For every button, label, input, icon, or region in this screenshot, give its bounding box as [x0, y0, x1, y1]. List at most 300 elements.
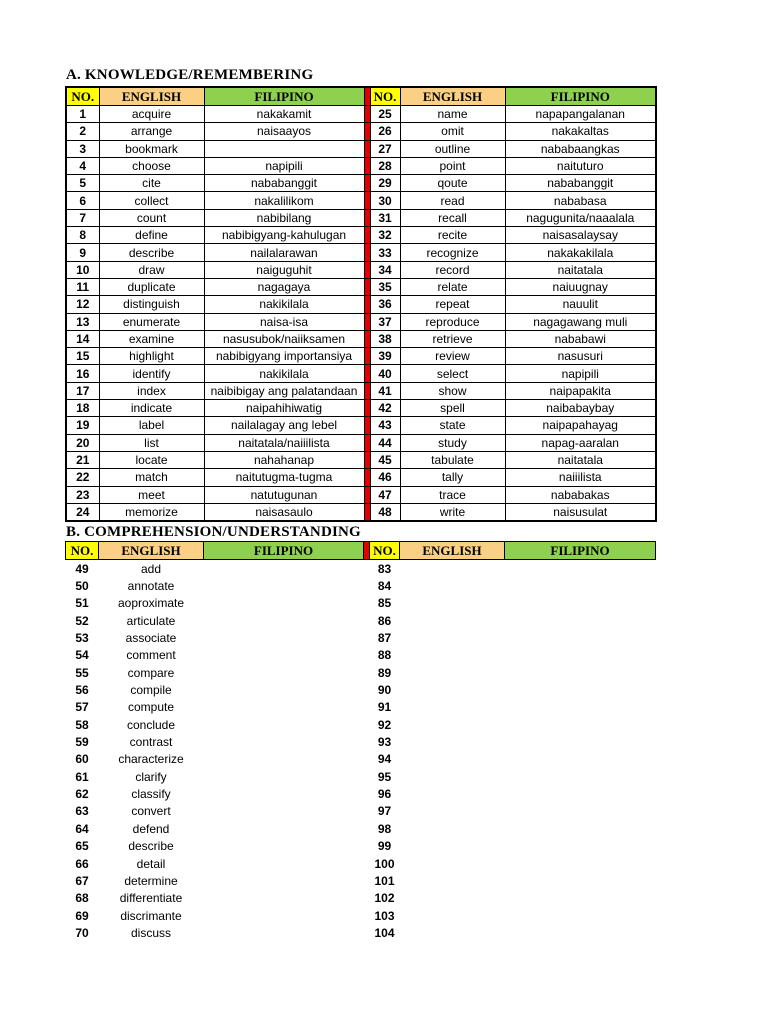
english-term: determine [124, 873, 178, 888]
table-row [66, 451, 656, 468]
english-term [400, 768, 505, 785]
row-number: 16 [66, 365, 99, 382]
english-term: compare [127, 665, 175, 680]
col-header-english-right: ENGLISH [400, 87, 505, 106]
english-term: contrast [129, 735, 173, 750]
table-row [66, 296, 656, 313]
filipino-term: naisasaulo [204, 503, 364, 521]
filipino-term [204, 681, 364, 698]
row-number: 4 [66, 157, 99, 174]
english-term: highlight [99, 348, 204, 365]
table-row [66, 890, 656, 907]
table-row [66, 434, 656, 451]
row-number: 32 [370, 227, 400, 244]
english-term: trace [400, 486, 505, 503]
row-number: 100 [374, 856, 395, 871]
table-row [66, 140, 656, 157]
filipino-term [505, 664, 656, 681]
english-term: classify [131, 787, 171, 802]
table-row [66, 330, 656, 347]
english-term: match [99, 469, 204, 486]
row-number: 96 [377, 787, 392, 802]
row-number: 50 [75, 579, 89, 594]
english-term: qoute [400, 175, 505, 192]
row-number: 46 [370, 469, 400, 486]
filipino-term [505, 612, 656, 629]
table-row [66, 486, 656, 503]
row-number: 49 [75, 561, 89, 576]
row-number: 64 [75, 821, 89, 836]
english-term: review [400, 348, 505, 365]
english-term: choose [99, 157, 204, 174]
section-b-title: B. COMPREHENSION/UNDERSTANDING [66, 524, 361, 540]
english-term: identify [99, 365, 204, 382]
table-row [66, 855, 656, 872]
row-number: 27 [370, 140, 400, 157]
row-number: 44 [370, 434, 400, 451]
table-row [66, 400, 656, 417]
row-number: 57 [75, 700, 89, 715]
col-header-no-right: NO. [370, 542, 400, 560]
filipino-term: nakikilala [204, 296, 364, 313]
filipino-term [505, 751, 656, 768]
filipino-term [505, 785, 656, 802]
filipino-term [204, 872, 364, 889]
english-term: comment [126, 648, 176, 663]
english-term: describe [99, 244, 204, 261]
row-number: 15 [66, 348, 99, 365]
english-term: tabulate [400, 451, 505, 468]
table-row [66, 629, 656, 646]
table-row [66, 278, 656, 295]
row-number: 29 [370, 175, 400, 192]
row-number: 36 [370, 296, 400, 313]
english-term: acquire [99, 106, 204, 123]
table-row [66, 803, 656, 820]
table-row [66, 664, 656, 681]
filipino-term: nakakakilala [505, 244, 656, 261]
row-number: 53 [75, 631, 89, 646]
row-number: 13 [66, 313, 99, 330]
filipino-term: nakakaltas [505, 123, 656, 140]
english-term: conclude [126, 717, 176, 732]
row-number: 14 [66, 330, 99, 347]
english-term [400, 890, 505, 907]
filipino-term [204, 595, 364, 612]
english-term: name [400, 106, 505, 123]
table-header-row [66, 87, 656, 106]
filipino-term [204, 140, 364, 157]
table-row [66, 838, 656, 855]
filipino-term [204, 890, 364, 907]
row-number: 89 [377, 665, 392, 680]
table-row [66, 157, 656, 174]
filipino-term [204, 577, 364, 594]
english-term: describe [128, 839, 174, 854]
english-term: indicate [99, 400, 204, 417]
filipino-term: naipapakita [505, 382, 656, 399]
filipino-term [204, 785, 364, 802]
table-row [66, 209, 656, 226]
table-row [66, 469, 656, 486]
row-number: 1 [66, 106, 99, 123]
row-number: 63 [75, 804, 89, 819]
english-term [400, 820, 505, 837]
english-term [400, 612, 505, 629]
table-row [66, 365, 656, 382]
col-header-english-left: ENGLISH [99, 87, 204, 106]
english-term [400, 664, 505, 681]
row-number: 51 [75, 596, 89, 611]
filipino-term: nagagawang muli [505, 313, 656, 330]
english-term: recognize [400, 244, 505, 261]
filipino-term: nahahanap [204, 451, 364, 468]
row-number: 56 [75, 683, 89, 698]
filipino-term [204, 768, 364, 785]
english-term: record [400, 261, 505, 278]
filipino-term [204, 907, 364, 924]
english-term [400, 647, 505, 664]
english-term: label [99, 417, 204, 434]
english-term: repeat [400, 296, 505, 313]
row-number: 34 [370, 261, 400, 278]
row-number: 58 [75, 717, 89, 732]
row-number: 86 [377, 613, 392, 628]
filipino-term: naipahihiwatig [204, 400, 364, 417]
section-a-title: A. KNOWLEDGE/REMEMBERING [66, 67, 314, 83]
row-number: 69 [75, 908, 89, 923]
filipino-term [204, 612, 364, 629]
table-row [66, 244, 656, 261]
filipino-term: nasusuri [505, 348, 656, 365]
english-term: detail [136, 856, 166, 871]
filipino-term [204, 838, 364, 855]
row-number: 30 [370, 192, 400, 209]
filipino-term [204, 803, 364, 820]
filipino-term: napipili [204, 157, 364, 174]
table-row [66, 560, 656, 578]
filipino-term [505, 924, 656, 941]
english-term: articulate [126, 613, 176, 628]
english-term: state [400, 417, 505, 434]
english-term: cite [99, 175, 204, 192]
filipino-term [204, 924, 364, 941]
english-term [400, 681, 505, 698]
filipino-term: naisaayos [204, 123, 364, 140]
row-number: 42 [370, 400, 400, 417]
filipino-term: naibibigay ang palatandaan [204, 382, 364, 399]
row-number: 101 [374, 873, 395, 888]
filipino-term: nabibigyang-kahulugan [204, 227, 364, 244]
english-term: defend [132, 821, 170, 836]
row-number: 103 [374, 908, 395, 923]
table-row [66, 348, 656, 365]
row-number: 90 [377, 683, 392, 698]
row-number: 59 [75, 735, 89, 750]
table-row [66, 785, 656, 802]
filipino-term [204, 699, 364, 716]
english-term: recite [400, 227, 505, 244]
english-term [400, 577, 505, 594]
english-term: show [400, 382, 505, 399]
english-term: meet [99, 486, 204, 503]
english-term: convert [131, 804, 171, 819]
english-term: draw [99, 261, 204, 278]
row-number: 60 [75, 752, 89, 767]
col-header-filipino-right: FILIPINO [505, 542, 656, 560]
comprehension-table [65, 541, 656, 942]
english-term: define [99, 227, 204, 244]
row-number: 20 [66, 434, 99, 451]
row-number: 68 [75, 891, 89, 906]
filipino-term: nakalilikom [204, 192, 364, 209]
filipino-term [505, 838, 656, 855]
table-row [66, 751, 656, 768]
english-term: compute [127, 700, 175, 715]
english-term [400, 803, 505, 820]
filipino-term: nakakamit [204, 106, 364, 123]
filipino-term [505, 699, 656, 716]
english-term: compile [130, 683, 172, 698]
row-number: 22 [66, 469, 99, 486]
english-term: reproduce [400, 313, 505, 330]
filipino-term: nababasa [505, 192, 656, 209]
filipino-term [505, 577, 656, 594]
filipino-term: nauulit [505, 296, 656, 313]
row-number: 41 [370, 382, 400, 399]
table-row [66, 382, 656, 399]
english-term [400, 699, 505, 716]
english-term: add [140, 561, 162, 576]
filipino-term [505, 629, 656, 646]
english-term: distinguish [99, 296, 204, 313]
row-number: 23 [66, 486, 99, 503]
row-number: 83 [377, 561, 392, 576]
table-row [66, 417, 656, 434]
table-row [66, 733, 656, 750]
row-number: 91 [377, 700, 392, 715]
english-term: bookmark [99, 140, 204, 157]
row-number: 93 [377, 735, 392, 750]
english-term: collect [99, 192, 204, 209]
filipino-term [204, 716, 364, 733]
row-number: 43 [370, 417, 400, 434]
row-number: 85 [377, 596, 392, 611]
row-number: 8 [66, 227, 99, 244]
filipino-term [505, 647, 656, 664]
english-term [400, 751, 505, 768]
col-header-no-right: NO. [370, 87, 400, 106]
col-header-no-left: NO. [66, 542, 99, 560]
filipino-term [505, 560, 656, 578]
english-term [400, 629, 505, 646]
row-number: 5 [66, 175, 99, 192]
row-number: 48 [370, 503, 400, 521]
filipino-term [204, 647, 364, 664]
filipino-term [505, 855, 656, 872]
row-number: 61 [75, 769, 89, 784]
row-number: 10 [66, 261, 99, 278]
table-row [66, 907, 656, 924]
table-row [66, 768, 656, 785]
filipino-term: nababakas [505, 486, 656, 503]
row-number: 12 [66, 296, 99, 313]
row-number: 45 [370, 451, 400, 468]
col-header-no-left: NO. [66, 87, 99, 106]
filipino-term: naituturo [505, 157, 656, 174]
row-number: 9 [66, 244, 99, 261]
english-term: relate [400, 278, 505, 295]
table-row [66, 872, 656, 889]
filipino-term: naibabaybay [505, 400, 656, 417]
english-term: omit [400, 123, 505, 140]
row-number: 55 [75, 665, 89, 680]
filipino-term: nabibigyang importansiya [204, 348, 364, 365]
english-term: outline [400, 140, 505, 157]
row-number: 54 [75, 648, 89, 663]
row-number: 102 [374, 891, 395, 906]
filipino-term: naiguguhit [204, 261, 364, 278]
english-term: tally [400, 469, 505, 486]
filipino-term: nababanggit [204, 175, 364, 192]
table-row [66, 577, 656, 594]
filipino-term [505, 716, 656, 733]
filipino-term [204, 820, 364, 837]
table-row [66, 503, 656, 521]
row-number: 2 [66, 123, 99, 140]
english-term: duplicate [99, 278, 204, 295]
table-row [66, 647, 656, 664]
filipino-term: naitutugma-tugma [204, 469, 364, 486]
english-term: locate [99, 451, 204, 468]
row-number: 67 [75, 873, 89, 888]
row-number: 3 [66, 140, 99, 157]
filipino-term [204, 629, 364, 646]
table-row [66, 261, 656, 278]
row-number: 31 [370, 209, 400, 226]
col-header-english-right: ENGLISH [400, 542, 505, 560]
row-number: 99 [377, 839, 392, 854]
table-row [66, 192, 656, 209]
filipino-term [505, 733, 656, 750]
filipino-term: nagugunita/naaalala [505, 209, 656, 226]
filipino-term: naisasalaysay [505, 227, 656, 244]
filipino-term: napag-aaralan [505, 434, 656, 451]
english-term [400, 785, 505, 802]
filipino-term [505, 872, 656, 889]
filipino-term: napipili [505, 365, 656, 382]
table-row [66, 681, 656, 698]
english-term: count [99, 209, 204, 226]
filipino-term: naitatala [505, 451, 656, 468]
english-term: write [400, 503, 505, 521]
english-term: annotate [127, 579, 175, 594]
row-number: 65 [75, 839, 89, 854]
filipino-term [505, 595, 656, 612]
table-row [66, 924, 656, 941]
filipino-term: nababaangkas [505, 140, 656, 157]
row-number: 39 [370, 348, 400, 365]
row-number: 18 [66, 400, 99, 417]
english-term: index [99, 382, 204, 399]
english-term [400, 595, 505, 612]
table-row [66, 227, 656, 244]
row-number: 33 [370, 244, 400, 261]
english-term [400, 733, 505, 750]
english-term: aoproximate [117, 596, 185, 611]
filipino-term: nailalarawan [204, 244, 364, 261]
filipino-term: naisa-isa [204, 313, 364, 330]
filipino-term: nakikilala [204, 365, 364, 382]
english-term: characterize [118, 752, 184, 767]
table-row [66, 106, 656, 123]
table-row [66, 123, 656, 140]
english-term: select [400, 365, 505, 382]
english-term: memorize [99, 503, 204, 521]
filipino-term: nagagaya [204, 278, 364, 295]
row-number: 26 [370, 123, 400, 140]
row-number: 62 [75, 787, 89, 802]
filipino-term: natutugunan [204, 486, 364, 503]
english-term: retrieve [400, 330, 505, 347]
filipino-term [505, 907, 656, 924]
filipino-term: nababanggit [505, 175, 656, 192]
filipino-term [204, 664, 364, 681]
row-number: 88 [377, 648, 392, 663]
filipino-term [204, 751, 364, 768]
row-number: 104 [374, 925, 395, 940]
english-term: spell [400, 400, 505, 417]
filipino-term: naitatala [505, 261, 656, 278]
row-number: 11 [66, 278, 99, 295]
knowledge-table [65, 86, 657, 522]
filipino-term [505, 803, 656, 820]
english-term: enumerate [99, 313, 204, 330]
english-term: study [400, 434, 505, 451]
english-term [400, 716, 505, 733]
filipino-term [505, 768, 656, 785]
row-number: 95 [377, 769, 392, 784]
row-number: 70 [75, 925, 89, 940]
english-term: point [400, 157, 505, 174]
filipino-term [505, 890, 656, 907]
english-term: read [400, 192, 505, 209]
row-number: 40 [370, 365, 400, 382]
row-number: 94 [377, 752, 392, 767]
english-term [400, 907, 505, 924]
filipino-term: nasusubok/naiiksamen [204, 330, 364, 347]
english-term: arrange [99, 123, 204, 140]
english-term: list [99, 434, 204, 451]
row-number: 25 [370, 106, 400, 123]
row-number: 37 [370, 313, 400, 330]
english-term: associate [125, 631, 177, 646]
filipino-term [204, 733, 364, 750]
filipino-term: naitatala/naiiilista [204, 434, 364, 451]
filipino-term: naiuugnay [505, 278, 656, 295]
row-number: 28 [370, 157, 400, 174]
col-header-filipino-left: FILIPINO [204, 542, 364, 560]
row-number: 97 [377, 804, 392, 819]
filipino-term [505, 681, 656, 698]
row-number: 92 [377, 717, 392, 732]
english-term [400, 872, 505, 889]
filipino-term [505, 820, 656, 837]
filipino-term [204, 560, 364, 578]
table-row [66, 612, 656, 629]
row-number: 7 [66, 209, 99, 226]
table-row [66, 820, 656, 837]
